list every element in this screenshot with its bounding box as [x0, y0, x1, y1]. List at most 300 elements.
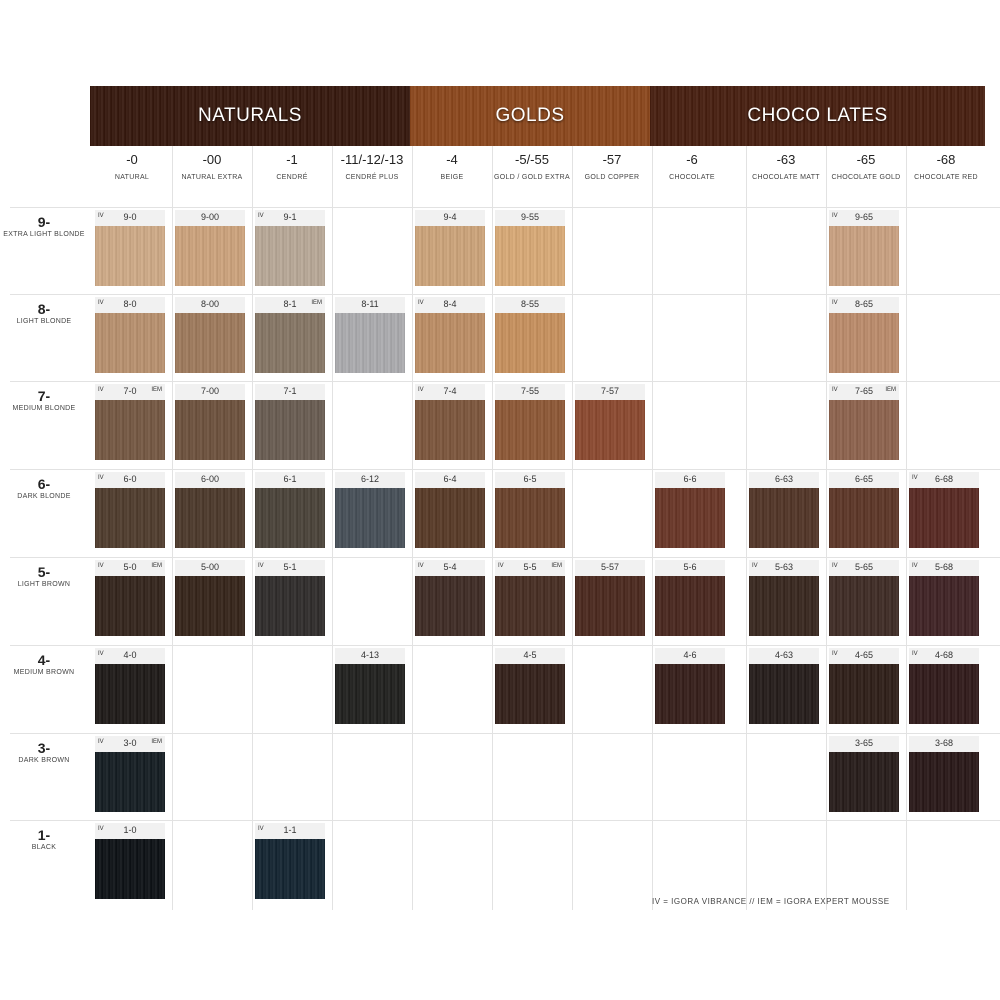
column-header	[652, 152, 732, 182]
hair-color-sample	[95, 664, 165, 724]
hair-swatch-7-57[interactable]	[575, 384, 645, 460]
row-name: MEDIUM BROWN	[13, 669, 75, 676]
legend-footnote: IV = IGORA VIBRANCE // IEM = IGORA EXPERT MOUSSE	[652, 897, 890, 906]
column-name: NATURAL	[114, 174, 150, 181]
swatch-label	[175, 560, 245, 576]
swatch-label	[95, 648, 165, 664]
hair-swatch-6-12[interactable]	[335, 472, 405, 548]
column-code: -00	[202, 152, 222, 167]
hair-swatch-5-00[interactable]	[175, 560, 245, 636]
swatch-code: 4-6	[683, 650, 697, 660]
igora-vibrance-marker: IV	[98, 826, 104, 832]
hair-swatch-6-4[interactable]	[415, 472, 485, 548]
hair-swatch-7-0[interactable]	[95, 384, 165, 460]
row-divider	[10, 294, 1000, 295]
row-name: EXTRA LIGHT BLONDE	[3, 231, 85, 238]
hair-swatch-7-1[interactable]	[255, 384, 325, 460]
hair-color-sample	[909, 752, 979, 812]
hair-color-sample	[829, 313, 899, 373]
swatch-code: 5-6	[683, 562, 697, 572]
swatch-label	[829, 210, 899, 226]
swatch-label	[175, 297, 245, 313]
hair-color-sample	[575, 576, 645, 636]
swatch-code: 3-65	[854, 738, 873, 748]
swatch-label	[655, 472, 725, 488]
igora-expert-mousse-marker: IEM	[151, 563, 162, 569]
swatch-label	[95, 823, 165, 839]
swatch-code: 7-65	[854, 386, 873, 396]
swatch-code: 6-63	[774, 474, 793, 484]
hair-color-sample	[655, 488, 725, 548]
swatch-code: 6-1	[283, 474, 297, 484]
swatch-code: 6-12	[360, 474, 379, 484]
swatch-label	[95, 297, 165, 313]
row-name: DARK BLONDE	[17, 493, 71, 500]
swatch-label	[95, 384, 165, 400]
swatch-label	[495, 560, 565, 576]
column-name: BEIGE	[440, 174, 464, 181]
swatch-code: 7-57	[600, 386, 619, 396]
swatch-label	[255, 210, 325, 226]
hair-color-sample	[95, 313, 165, 373]
igora-expert-mousse-marker: IEM	[551, 563, 562, 569]
swatch-label	[909, 560, 979, 576]
igora-vibrance-marker: IV	[258, 213, 264, 219]
hair-color-sample	[495, 488, 565, 548]
column-name: GOLD COPPER	[584, 174, 640, 181]
hair-color-sample	[495, 313, 565, 373]
swatch-code: 9-1	[283, 212, 297, 222]
swatch-label	[909, 736, 979, 752]
row-divider	[10, 820, 1000, 821]
column-name: CHOCOLATE	[669, 174, 715, 181]
row-header	[0, 564, 88, 589]
swatch-label	[95, 560, 165, 576]
column-code: -5/-55	[515, 152, 549, 167]
hair-color-sample	[95, 839, 165, 899]
swatch-label	[829, 472, 899, 488]
igora-vibrance-marker: IV	[418, 300, 424, 306]
swatch-code: 5-57	[600, 562, 619, 572]
swatch-label	[335, 472, 405, 488]
row-header	[0, 301, 88, 326]
swatch-code: 5-00	[200, 562, 219, 572]
hair-swatch-8-1[interactable]	[255, 297, 325, 373]
row-level: 9-	[37, 214, 51, 230]
hair-swatch-8-0[interactable]	[95, 297, 165, 373]
swatch-label	[95, 736, 165, 752]
swatch-code: 9-55	[520, 212, 539, 222]
swatch-label	[655, 560, 725, 576]
igora-vibrance-marker: IV	[832, 563, 838, 569]
hair-color-sample	[255, 488, 325, 548]
hair-swatch-9-1[interactable]	[255, 210, 325, 286]
igora-vibrance-marker: IV	[98, 651, 104, 657]
swatch-label	[175, 384, 245, 400]
hair-color-sample	[335, 313, 405, 373]
hair-color-sample	[749, 664, 819, 724]
row-name: LIGHT BLONDE	[16, 318, 72, 325]
row-level: 6-	[37, 476, 51, 492]
hair-color-sample	[829, 752, 899, 812]
igora-vibrance-marker: IV	[912, 651, 918, 657]
swatch-code: 5-1	[283, 562, 297, 572]
hair-color-sample	[175, 488, 245, 548]
column-name: CENDRÉ PLUS	[345, 174, 399, 181]
hair-swatch-7-00[interactable]	[175, 384, 245, 460]
hair-color-sample	[415, 226, 485, 286]
swatch-label	[909, 472, 979, 488]
row-level: 8-	[37, 301, 51, 317]
hair-swatch-5-63[interactable]	[749, 560, 819, 636]
igora-expert-mousse-marker: IEM	[311, 300, 322, 306]
hair-swatch-5-5[interactable]	[495, 560, 565, 636]
swatch-label	[415, 472, 485, 488]
hair-color-sample	[575, 400, 645, 460]
hair-swatch-6-6[interactable]	[655, 472, 725, 548]
hair-swatch-8-00[interactable]	[175, 297, 245, 373]
swatch-label	[575, 560, 645, 576]
swatch-label	[495, 472, 565, 488]
hair-color-sample	[495, 576, 565, 636]
swatch-label	[495, 384, 565, 400]
igora-vibrance-marker: IV	[98, 739, 104, 745]
hair-swatch-5-0[interactable]	[95, 560, 165, 636]
hair-color-sample	[335, 664, 405, 724]
swatch-code: 9-00	[200, 212, 219, 222]
hair-color-sample	[829, 664, 899, 724]
swatch-code: 9-4	[443, 212, 457, 222]
hair-color-sample	[175, 400, 245, 460]
swatch-label	[829, 736, 899, 752]
row-level: 7-	[37, 388, 51, 404]
swatch-label	[255, 472, 325, 488]
hair-color-sample	[335, 488, 405, 548]
swatch-label	[175, 472, 245, 488]
swatch-code: 5-5	[523, 562, 537, 572]
column-code: -63	[776, 152, 796, 167]
hair-swatch-6-0[interactable]	[95, 472, 165, 548]
hair-swatch-3-68[interactable]	[909, 736, 979, 812]
column-code: -0	[126, 152, 138, 167]
swatch-label	[829, 384, 899, 400]
column-code: -68	[936, 152, 956, 167]
swatch-label	[655, 648, 725, 664]
igora-vibrance-marker: IV	[98, 475, 104, 481]
hair-color-sample	[255, 226, 325, 286]
hair-swatch-9-00[interactable]	[175, 210, 245, 286]
swatch-code: 4-65	[854, 650, 873, 660]
swatch-code: 6-4	[443, 474, 457, 484]
swatch-code: 8-00	[200, 299, 219, 309]
swatch-code: 4-13	[360, 650, 379, 660]
hair-color-sample	[255, 576, 325, 636]
hair-swatch-4-13[interactable]	[335, 648, 405, 724]
swatch-code: 6-00	[200, 474, 219, 484]
hair-color-sample	[95, 226, 165, 286]
swatch-code: 1-1	[283, 825, 297, 835]
igora-vibrance-marker: IV	[258, 563, 264, 569]
swatch-code: 5-65	[854, 562, 873, 572]
swatch-code: 7-55	[520, 386, 539, 396]
hair-swatch-5-68[interactable]	[909, 560, 979, 636]
column-header	[572, 152, 652, 182]
hair-swatch-4-0[interactable]	[95, 648, 165, 724]
column-name: GOLD / GOLD EXTRA	[494, 174, 570, 181]
hair-color-sample	[909, 576, 979, 636]
hair-color-sample	[415, 576, 485, 636]
hair-swatch-8-65[interactable]	[829, 297, 899, 373]
row-header	[0, 476, 88, 501]
swatch-code: 8-11	[361, 299, 379, 309]
column-divider	[906, 146, 907, 910]
hair-swatch-5-65[interactable]	[829, 560, 899, 636]
row-level: 4-	[37, 652, 51, 668]
swatch-label	[335, 648, 405, 664]
swatch-code: 7-00	[200, 386, 219, 396]
hair-color-sample	[909, 664, 979, 724]
row-header	[0, 740, 88, 765]
hair-color-sample	[749, 488, 819, 548]
hair-color-sample	[175, 576, 245, 636]
column-code: -11/-12/-13	[340, 152, 404, 167]
column-name: NATURAL EXTRA	[181, 174, 243, 181]
swatch-label	[255, 823, 325, 839]
row-divider	[10, 645, 1000, 646]
row-divider	[10, 469, 1000, 470]
swatch-code: 4-5	[523, 650, 537, 660]
column-header	[92, 152, 172, 182]
hair-swatch-1-0[interactable]	[95, 823, 165, 899]
column-divider	[172, 146, 173, 910]
swatch-code: 7-0	[123, 386, 137, 396]
swatch-code: 4-63	[774, 650, 793, 660]
row-divider	[10, 557, 1000, 558]
swatch-code: 9-65	[854, 212, 873, 222]
hair-swatch-7-65[interactable]	[829, 384, 899, 460]
swatch-label	[749, 472, 819, 488]
hair-swatch-5-6[interactable]	[655, 560, 725, 636]
hair-color-sample	[495, 400, 565, 460]
swatch-label	[575, 384, 645, 400]
igora-vibrance-marker: IV	[98, 563, 104, 569]
igora-vibrance-marker: IV	[418, 387, 424, 393]
column-code: -1	[286, 152, 298, 167]
hair-swatch-9-4[interactable]	[415, 210, 485, 286]
column-code: -4	[446, 152, 458, 167]
igora-expert-mousse-marker: IEM	[885, 387, 896, 393]
column-header	[746, 152, 826, 182]
hair-color-sample	[415, 313, 485, 373]
swatch-code: 8-1	[283, 299, 297, 309]
hair-swatch-8-4[interactable]	[415, 297, 485, 373]
column-header	[252, 152, 332, 182]
igora-vibrance-marker: IV	[258, 826, 264, 832]
hair-swatch-4-65[interactable]	[829, 648, 899, 724]
igora-vibrance-marker: IV	[498, 563, 504, 569]
column-name: CHOCOLATE MATT	[752, 174, 820, 181]
hair-color-sample	[829, 226, 899, 286]
igora-expert-mousse-marker: IEM	[151, 739, 162, 745]
swatch-code: 9-0	[123, 212, 137, 222]
swatch-code: 6-0	[123, 474, 137, 484]
column-divider	[492, 146, 493, 910]
row-divider	[10, 381, 1000, 382]
hair-color-sample	[415, 400, 485, 460]
column-header	[332, 152, 412, 182]
hair-swatch-6-1[interactable]	[255, 472, 325, 548]
hair-swatch-9-65[interactable]	[829, 210, 899, 286]
hair-swatch-6-5[interactable]	[495, 472, 565, 548]
igora-expert-mousse-marker: IEM	[151, 387, 162, 393]
swatch-code: 6-65	[854, 474, 873, 484]
hair-swatch-6-65[interactable]	[829, 472, 899, 548]
hair-swatch-3-65[interactable]	[829, 736, 899, 812]
hair-swatch-4-5[interactable]	[495, 648, 565, 724]
swatch-code: 8-65	[854, 299, 873, 309]
column-code: -57	[602, 152, 622, 167]
swatch-code: 5-63	[774, 562, 793, 572]
igora-vibrance-marker: IV	[98, 213, 104, 219]
hair-swatch-4-6[interactable]	[655, 648, 725, 724]
column-header	[172, 152, 252, 182]
swatch-label	[415, 210, 485, 226]
hair-color-sample	[95, 488, 165, 548]
swatch-code: 4-0	[123, 650, 137, 660]
swatch-label	[95, 472, 165, 488]
hair-swatch-8-55[interactable]	[495, 297, 565, 373]
column-divider	[332, 146, 333, 910]
row-name: BLACK	[31, 844, 57, 851]
igora-vibrance-marker: IV	[912, 563, 918, 569]
column-header	[412, 152, 492, 182]
hair-color-sample	[749, 576, 819, 636]
swatch-code: 5-0	[123, 562, 137, 572]
hair-swatch-3-0[interactable]	[95, 736, 165, 812]
swatch-label	[255, 297, 325, 313]
hair-swatch-6-68[interactable]	[909, 472, 979, 548]
swatch-label	[255, 560, 325, 576]
swatch-code: 3-0	[123, 738, 137, 748]
hair-color-sample	[415, 488, 485, 548]
section-banner-choco-lates: CHOCO LATES	[650, 86, 985, 146]
swatch-code: 6-5	[523, 474, 537, 484]
igora-vibrance-marker: IV	[752, 563, 758, 569]
hair-color-sample	[95, 400, 165, 460]
row-header	[0, 214, 88, 239]
hair-color-sample	[829, 400, 899, 460]
hair-swatch-8-11[interactable]	[335, 297, 405, 373]
hair-color-sample	[175, 313, 245, 373]
igora-vibrance-marker: IV	[832, 213, 838, 219]
swatch-label	[829, 648, 899, 664]
swatch-code: 6-68	[934, 474, 953, 484]
swatch-label	[415, 384, 485, 400]
row-level: 3-	[37, 740, 51, 756]
row-level: 1-	[37, 827, 51, 843]
hair-color-sample	[829, 488, 899, 548]
hair-color-sample	[255, 839, 325, 899]
column-name: CHOCOLATE RED	[914, 174, 978, 181]
hair-color-sample	[495, 664, 565, 724]
hair-color-sample	[255, 400, 325, 460]
swatch-label	[255, 384, 325, 400]
hair-color-sample	[655, 576, 725, 636]
hair-swatch-5-4[interactable]	[415, 560, 485, 636]
hair-swatch-4-68[interactable]	[909, 648, 979, 724]
hair-swatch-1-1[interactable]	[255, 823, 325, 899]
swatch-code: 5-68	[934, 562, 953, 572]
swatch-label	[335, 297, 405, 313]
column-divider	[412, 146, 413, 910]
swatch-label	[95, 210, 165, 226]
hair-swatch-5-57[interactable]	[575, 560, 645, 636]
row-divider	[10, 207, 1000, 208]
row-divider	[10, 733, 1000, 734]
row-name: LIGHT BROWN	[17, 581, 71, 588]
row-level: 5-	[37, 564, 51, 580]
igora-vibrance-marker: IV	[832, 300, 838, 306]
hair-swatch-4-63[interactable]	[749, 648, 819, 724]
swatch-code: 7-1	[283, 386, 297, 396]
igora-vibrance-marker: IV	[832, 387, 838, 393]
column-divider	[572, 146, 573, 910]
hair-swatch-9-55[interactable]	[495, 210, 565, 286]
column-code: -6	[686, 152, 698, 167]
hair-swatch-6-63[interactable]	[749, 472, 819, 548]
hair-swatch-9-0[interactable]	[95, 210, 165, 286]
hair-color-sample	[255, 313, 325, 373]
column-name: CHOCOLATE GOLD	[831, 174, 901, 181]
hair-swatch-6-00[interactable]	[175, 472, 245, 548]
hair-swatch-7-4[interactable]	[415, 384, 485, 460]
swatch-label	[415, 560, 485, 576]
column-header	[826, 152, 906, 182]
hair-swatch-7-55[interactable]	[495, 384, 565, 460]
swatch-code: 3-68	[934, 738, 953, 748]
column-divider	[746, 146, 747, 910]
column-name: CENDRÉ	[276, 174, 308, 181]
swatch-code: 4-68	[934, 650, 953, 660]
swatch-label	[909, 648, 979, 664]
hair-color-sample	[909, 488, 979, 548]
swatch-code: 7-4	[443, 386, 457, 396]
swatch-code: 8-0	[123, 299, 137, 309]
swatch-label	[829, 560, 899, 576]
row-name: MEDIUM BLONDE	[12, 405, 76, 412]
swatch-label	[495, 648, 565, 664]
hair-color-sample	[829, 576, 899, 636]
row-header	[0, 652, 88, 677]
swatch-code: 1-0	[123, 825, 137, 835]
swatch-code: 8-55	[520, 299, 539, 309]
hair-swatch-5-1[interactable]	[255, 560, 325, 636]
igora-vibrance-marker: IV	[98, 387, 104, 393]
column-divider	[826, 146, 827, 910]
row-header	[0, 388, 88, 413]
column-header	[906, 152, 986, 182]
swatch-label	[175, 210, 245, 226]
swatch-code: 6-6	[683, 474, 697, 484]
row-name: DARK BROWN	[18, 757, 70, 764]
igora-vibrance-marker: IV	[832, 651, 838, 657]
swatch-label	[495, 210, 565, 226]
column-divider	[252, 146, 253, 910]
column-divider	[652, 146, 653, 910]
swatch-label	[829, 297, 899, 313]
column-header	[492, 152, 572, 182]
swatch-label	[415, 297, 485, 313]
